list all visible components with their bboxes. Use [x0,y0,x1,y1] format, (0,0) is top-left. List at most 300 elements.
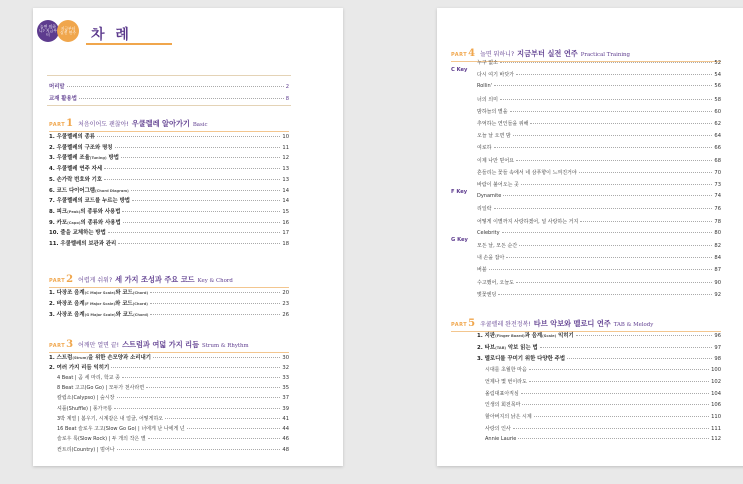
toc-entry[interactable] [477,266,721,275]
toc-entry-text: 버블 [477,267,487,274]
toc-entry-page: 23 [282,301,289,308]
toc-entry-text: 1. 지판 [477,333,496,339]
part-subtitle: 어렵게 쉬워? [78,277,113,284]
leader-dots [513,428,709,429]
toc-entry-title [49,186,129,194]
toc-entry-subnote: (Chord) [132,291,149,295]
toc-entry[interactable] [49,132,289,141]
toc-entry-title [49,218,121,226]
series-badge-2: 지금부터 실전 연주 [57,20,79,42]
leader-dots [503,195,712,196]
leader-dots [111,367,280,368]
toc-entry[interactable] [477,242,721,251]
leader-dots [150,314,280,315]
toc-entry-title [477,157,514,164]
toc-entry-page: 33 [282,374,289,381]
toc-entry-title [477,132,511,139]
part-heading [451,318,653,329]
toc-entry-guide[interactable] [49,94,289,103]
part-heading [49,339,249,350]
toc-entry-page: 10 [282,134,289,140]
leader-dots [115,147,281,148]
toc-entry-text: 리일락 [477,206,492,213]
leader-dots [521,184,713,185]
toc-entry-text: 바람이 불어오는 곳 [477,182,519,188]
toc-entry-title [477,291,496,298]
leader-dots [516,160,712,161]
leader-dots [530,123,712,124]
toc-entry-title [477,59,498,66]
toc-entry-title [485,436,516,442]
toc-entry[interactable] [485,378,721,387]
toc-entry-text: 밤하늘의 별을 [477,108,508,115]
toc-entry-text: 10. 줄을 교체하는 방법 [49,230,106,237]
toc-entry-text: 추억하는 연인들을 위해 [477,121,529,127]
toc-entry[interactable] [49,186,289,195]
leader-dots [500,62,712,63]
toc-entry[interactable] [477,132,721,141]
part-number: 4 [468,48,476,59]
toc-entry-text: 을 위한 손모양과 소리내기 [87,355,151,361]
toc-entry-title [477,279,514,286]
part-heading [451,48,630,59]
toc-entry-page: 80 [714,229,721,236]
part-label: PART [49,278,66,284]
leader-dots [518,438,709,439]
toc-entry[interactable] [57,374,289,383]
toc-entry-page: 66 [714,145,721,152]
toc-entry-page: 44 [282,426,289,433]
toc-entry[interactable] [477,59,721,68]
toc-entry[interactable] [49,218,289,227]
toc-entry-page: 111 [711,425,721,432]
leader-dots [534,416,709,417]
leader-dots [494,147,713,148]
leader-dots [494,208,713,209]
toc-entry[interactable] [49,153,289,162]
leader-dots [104,168,280,169]
leader-dots [97,136,280,137]
toc-entry[interactable] [477,96,721,105]
toc-entry-title [57,374,120,381]
part-label: PART [451,322,468,328]
toc-entry[interactable] [485,436,721,445]
toc-entry[interactable] [49,353,289,362]
toc-entry[interactable] [49,288,289,297]
part-number: 5 [468,318,476,329]
toc-entry-title [49,175,102,183]
toc-entry-title [477,120,528,127]
toc-entry-title [477,331,574,339]
toc-entry-title [477,254,504,261]
toc-entry[interactable] [57,394,289,403]
toc-entry[interactable] [485,425,721,434]
leader-dots [122,211,280,212]
toc-entry-text: 3. 사장조 음계 [49,312,85,319]
leader-dots [123,222,281,223]
toc-entry-text: 할아버지의 낡은 시계 [485,413,532,420]
toc-entry-page: 12 [282,155,289,162]
toc-entry[interactable] [477,71,721,80]
toc-entry-text: 오늘 날 오면 밤 [477,133,511,140]
toc-entry[interactable] [477,331,721,340]
toc-entry-page: 26 [282,312,289,319]
toc-entry-text: 다시 여기 바닷가 [477,72,514,79]
leader-dots [153,357,280,358]
toc-entry-title [57,435,146,442]
toc-entry-title [477,193,501,199]
toc-entry-text: 3박 계열 | 봄우기, 시계같은 내 얼굴, 어떻게하오 [57,415,164,422]
toc-entry-page: 16 [282,219,289,226]
toc-entry-text: 2. 여러 가지 리듬 익히기 [49,365,110,372]
toc-entry-page: 32 [282,365,289,372]
part-label: PART [451,52,468,58]
toc-entry-subnote: (TAB) [495,345,507,350]
toc-entry[interactable] [477,193,721,202]
toc-entry-text: 수고했어, 오늘도 [477,279,514,286]
toc-entry-text: 컨트리(Country) | 멈어나 [57,446,115,453]
toc-entry[interactable] [477,120,721,129]
toc-entry-title [477,169,577,176]
toc-entry-text: 2. 타브 [477,344,496,351]
toc-entry[interactable] [49,164,289,173]
leader-dots [146,387,280,388]
leader-dots [506,257,712,258]
part-subtitle: 우쿨렐레 완전정복! [480,321,531,328]
toc-entry[interactable] [49,143,289,152]
toc-entry-text: 너의 의미 [477,96,498,103]
toc-entry-page: 30 [282,355,289,361]
toc-entry-text: 악보 읽는 법 [506,344,538,351]
toc-entry[interactable] [49,239,289,248]
title-underline [86,43,172,45]
toc-entry-text: 8 Beat 고고(Go Go) | 모두가 천사라면 [57,384,145,391]
toc-entry-page: 52 [714,60,721,66]
leader-dots [540,347,713,348]
toc-entry[interactable] [49,299,289,308]
toc-entry-text: 3. 멜로디를 꾸미기 위한 다양한 주법 [477,356,566,363]
toc-entry-text: 내 손을 잡아 [477,255,505,262]
toc-entry[interactable] [49,196,289,205]
part-english-title: Practical Training [580,52,630,58]
toc-entry-text: 익히기 [556,333,574,339]
toc-entry-page: 97 [714,344,721,351]
toc-entry-title [49,363,109,371]
toc-entry[interactable] [49,310,289,319]
toc-entry[interactable] [477,144,721,153]
toc-entry-page: 104 [711,390,721,397]
toc-entry-page: 18 [282,241,289,247]
toc-entry[interactable] [477,354,721,363]
toc-entry-title [477,266,487,273]
toc-entry-title [57,415,163,422]
part-heading [49,274,233,285]
key-label-g: G Key [451,237,468,243]
leader-dots [567,358,712,359]
toc-entry-title [49,196,130,204]
toc-entry[interactable] [477,157,721,166]
toc-entry[interactable] [49,207,289,216]
toc-entry-subnote: (Scale) [542,334,557,338]
toc-entry-title [485,366,527,373]
toc-entry-text: 어떻게 이별까지 사랑하겠어, 널 사랑하는 거지 [477,218,579,225]
leader-dots [122,377,280,378]
toc-entry[interactable] [49,175,289,184]
leader-dots [579,172,713,173]
leader-dots [148,438,281,439]
toc-entry-page: 87 [714,267,721,274]
toc-entry-page: 73 [714,182,721,188]
toc-entry-page: 46 [282,436,289,443]
toc-entry-page: 17 [282,230,289,237]
toc-entry-page: 62 [714,121,721,127]
toc-entry-subnote: (F Major Scale) [84,302,116,307]
toc-entry-text: 3. 우쿨렐레 조율 [49,155,90,162]
toc-entry[interactable] [477,230,721,239]
toc-entry-subnote: (C Major Scale) [84,291,116,295]
part-label: PART [49,122,66,128]
toc-entry-text: 1. 다장조 음계 [49,290,85,296]
toc-entry[interactable] [477,254,721,263]
leader-dots [529,369,709,370]
part-title: 우쿨렐레 알아가기 [131,119,190,128]
toc-entry-page: 41 [282,415,289,422]
toc-entry-page: 106 [711,402,721,409]
toc-entry-text: 8. 피크 [49,208,68,215]
leader-dots [114,408,280,409]
toc-entry-page: 2 [285,84,289,90]
toc-entry-page: 102 [711,378,721,385]
toc-entry-subnote: (Chord) [133,313,149,318]
toc-entry[interactable] [477,83,721,92]
toc-entry[interactable] [485,390,721,399]
toc-entry-text: 의 종류와 사용법 [80,208,121,215]
toc-entry-text: 16 Beat 슬로우 고고(Slow Go Go) | 너에게 난 나에게 넌 [57,426,185,433]
leader-dots [150,303,280,304]
toc-entry[interactable] [477,343,721,352]
toc-entry-page: 84 [714,255,721,262]
leader-dots [522,404,709,405]
toc-entry-text: 흔들리는 꽃들 속에서 네 삼푸향이 느껴진거야 [477,169,577,176]
toc-entry[interactable] [477,181,721,190]
leader-dots [108,232,281,233]
toc-entry-title [477,71,514,78]
toc-entry-page: 35 [282,384,289,391]
toc-entry-page: 110 [711,413,721,420]
toc-entry-text: 칼립소(Calypso) | 숲시장 [57,395,115,402]
toc-entry-text: 9. 카포 [49,219,68,226]
toc-entry-page: 60 [714,108,721,115]
toc-entry-title [49,310,148,318]
toc-page-left [33,8,343,466]
leader-dots [150,292,280,293]
toc-entry-page: 82 [714,243,721,249]
toc-entry-page: 58 [714,96,721,103]
toc-entry-title [49,153,119,161]
leader-dots [519,245,712,246]
leader-dots [121,157,280,158]
toc-entry-page: 13 [282,176,289,183]
toc-page-right [437,8,743,466]
toc-entry-text: 슬로우 록(Slow Rock) | 두 개의 작은 별 [57,436,146,443]
toc-entry-text: Celebrity [477,229,500,236]
toc-entry-title [477,83,492,89]
part-english-title: TAB & Melody [613,322,654,328]
toc-entry-text: 이제 나만 믿어요 [477,157,514,164]
toc-entry-text: 1. 우쿨렐레의 종류 [49,134,96,140]
toc-entry-page: 11 [282,144,289,151]
toc-entry-page: 56 [714,83,721,90]
part-title: 지금부터 실전 연주 [517,49,578,58]
toc-entry[interactable] [477,205,721,214]
key-label-f: F Key [451,189,468,195]
toc-entry[interactable] [477,218,721,227]
toc-entry[interactable] [485,413,721,422]
toc-entry-page: 14 [282,198,289,205]
toc-entry[interactable] [477,108,721,117]
part-title: 타브 악보와 멜로디 연주 [533,319,611,328]
toc-entry-page: 92 [714,291,721,298]
toc-entry-page: 78 [714,218,721,225]
toc-entry-page: 54 [714,72,721,79]
part-number: 3 [66,339,74,350]
leader-dots [529,381,709,382]
toc-entry-title [477,144,492,151]
toc-entry[interactable] [57,384,289,393]
toc-entry-subnote: (Strum) [72,356,88,360]
part-number: 1 [66,118,74,129]
leader-dots [131,190,281,191]
page-title: 차 례 [91,27,132,43]
toc-entry-text: Dynamite [477,193,502,200]
leader-dots [118,243,280,244]
leader-dots [79,98,284,99]
toc-entry[interactable] [57,425,289,434]
toc-entry-subnote: (Capo) [67,220,81,225]
toc-entry-title [57,405,112,412]
part-title: 스트럼과 여덟 가지 리듬 [122,340,200,349]
toc-entry[interactable] [477,291,721,300]
toc-entry-preface[interactable] [49,82,289,91]
leader-dots [580,221,712,222]
leader-dots [521,393,709,394]
toc-entry-title [485,401,520,408]
toc-entry-title [49,288,148,296]
toc-entry-page: 64 [714,133,721,140]
toc-entry[interactable] [485,401,721,410]
toc-entry-page: 90 [714,279,721,286]
toc-entry-subnote: (Chord Diagram) [95,188,129,193]
toc-entry[interactable] [57,435,289,444]
toc-entry-subnote: (Peak) [67,209,81,214]
toc-entry[interactable] [57,415,289,424]
leader-dots [489,269,713,270]
toc-entry-title [477,181,519,188]
toc-entry-title: 교재 활용법 [49,96,77,102]
toc-entry-text: 11. 우쿨렐레의 보관과 관리 [49,241,117,247]
toc-entry-subnote: (Tuning) [89,156,107,161]
toc-entry-text: Rollin' [477,83,493,90]
toc-entry-title [477,218,578,225]
toc-entry-text: 의 종류와 사용법 [80,219,121,226]
toc-entry-title [477,96,498,103]
toc-entry-title [485,390,519,397]
leader-dots [104,179,280,180]
leader-dots [516,74,712,75]
leader-dots [576,335,713,336]
toc-entry-page: 14 [282,187,289,194]
toc-entry-text: 시대를 초월한 마음 [485,367,527,374]
toc-entry-page: 70 [714,169,721,176]
toc-entry[interactable] [57,446,289,455]
part-subtitle: 어깨만 열면 끝! [78,342,120,349]
toc-entry[interactable] [57,405,289,414]
toc-entry-text: 과 음계 [524,333,543,339]
toc-entry-page: 48 [282,446,289,453]
leader-dots [516,282,712,283]
toc-entry-text: 4 Beat | 곰 세 마리, 학교 종 [57,374,120,381]
toc-entry[interactable] [49,363,289,372]
leader-dots [498,294,712,295]
toc-entry-title [477,205,492,212]
leader-dots [187,428,281,429]
part-english-title: Key & Chord [197,278,233,284]
toc-entry-text: 벚꽃엔딩 [477,291,497,298]
leader-dots [132,200,280,201]
part-english-title: Basic [192,122,208,128]
part-subtitle: 놀면 뭐하니? [480,51,515,58]
leader-dots [67,86,284,87]
toc-entry-text: 와 코드 [115,290,133,296]
toc-entry-subnote: (Chord) [132,302,148,307]
toc-entry-title [49,228,106,236]
leader-dots [502,232,713,233]
toc-entry-title [49,207,120,215]
toc-entry-text: 4. 우쿨렐레 연주 자세 [49,166,103,173]
toc-entry-title [49,353,151,361]
toc-entry-title [57,425,185,432]
toc-entry-title [57,384,144,391]
toc-entry-page: 76 [714,206,721,213]
toc-entry[interactable] [477,169,721,178]
leader-dots [117,449,281,450]
leader-dots [500,99,712,100]
series-badge-1: 놀면 뭐하니? 지금부터 [37,20,59,42]
toc-entry-title [49,164,102,172]
toc-entry-title [57,394,115,401]
toc-entry-page: 39 [282,405,289,412]
toc-entry-title: 머리말 [49,84,65,90]
toc-entry-title [477,108,508,115]
toc-entry-title [49,299,148,307]
toc-entry-title [485,378,527,385]
toc-entry-text: 2. 바장조 음계 [49,301,85,308]
divider [47,105,291,106]
toc-entry-text: 언제나 몇 번이라도 [485,378,527,385]
toc-entry-text: 올림대표아직심 [485,390,519,397]
leader-dots [117,397,281,398]
leader-dots [510,111,713,112]
part-title: 세 가지 조성과 주요 코드 [115,275,195,284]
toc-entry-page: 96 [714,333,721,339]
toc-entry-text: 방법 [106,155,119,162]
toc-entry[interactable] [477,279,721,288]
toc-entry-title [485,425,511,432]
toc-entry-text: 모든 날, 모든 순간 [477,243,518,249]
toc-entry-text: 사랑의 인사 [485,425,511,432]
toc-entry[interactable] [49,228,289,237]
toc-entry[interactable] [485,366,721,375]
